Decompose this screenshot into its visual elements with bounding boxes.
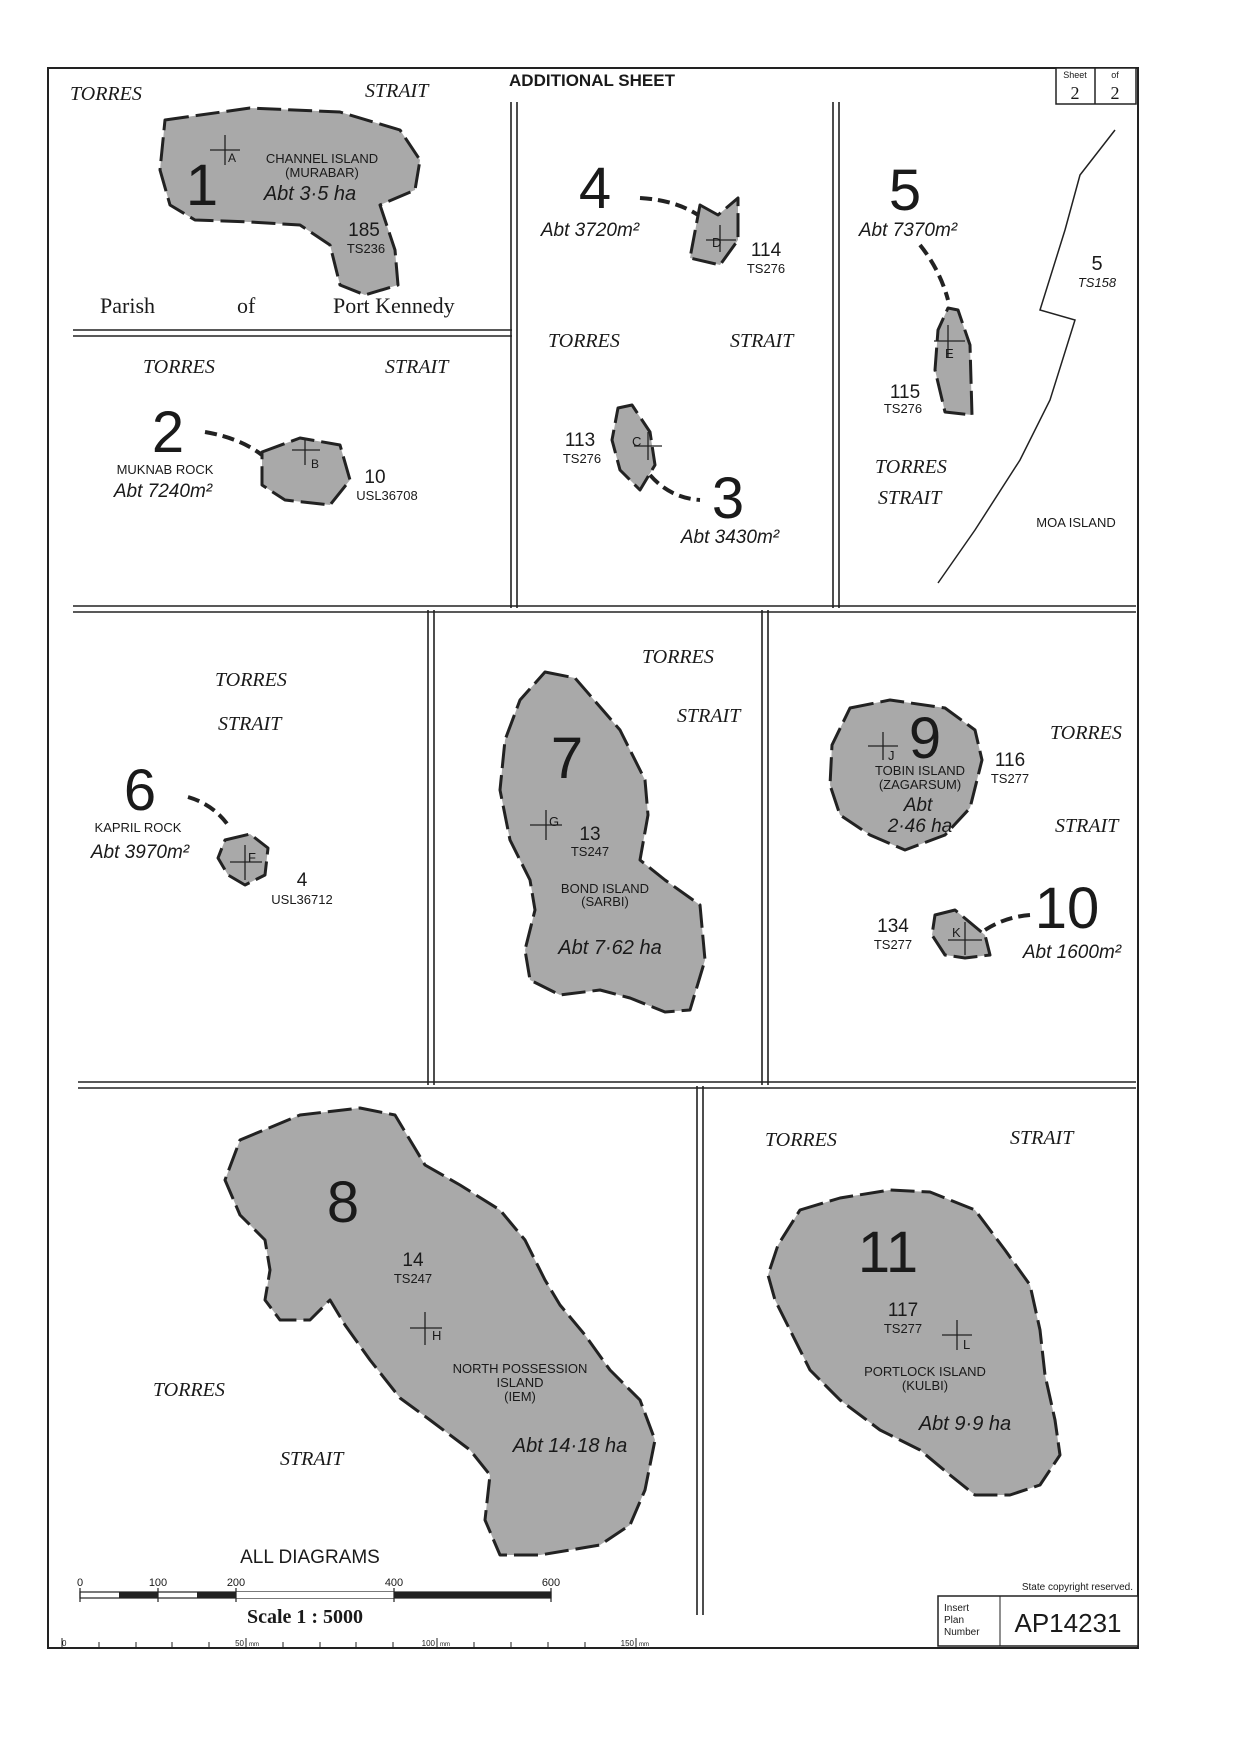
island-6-plan: USL36712 bbox=[271, 892, 333, 907]
water-label-torres: TORRES bbox=[548, 330, 620, 352]
plan-footer bbox=[938, 1582, 1138, 1646]
island-6-lot: 4 bbox=[296, 870, 308, 891]
island-7-plan: TS247 bbox=[570, 844, 610, 859]
island-9-name: TOBIN ISLAND bbox=[874, 763, 966, 778]
water-label-strait: STRAIT bbox=[218, 713, 282, 735]
island-3-lot: 113 bbox=[564, 430, 596, 451]
island-7-name: BOND ISLAND bbox=[560, 881, 650, 896]
island-9-name-alt: (ZAGARSUM) bbox=[878, 777, 962, 792]
of-label: of bbox=[1111, 70, 1119, 80]
mm-ruler bbox=[62, 1638, 649, 1648]
water-label-torres: TORRES bbox=[765, 1129, 837, 1151]
panel-11-portlock-island bbox=[765, 1127, 1075, 1495]
island-6-number: 6 bbox=[123, 758, 157, 823]
island-11-number: 11 bbox=[857, 1220, 919, 1285]
parish-word: Parish bbox=[100, 293, 155, 318]
island-9-area-prefix: Abt bbox=[903, 795, 933, 816]
sheet-label: Sheet bbox=[1063, 70, 1087, 80]
sheet-number: 2 bbox=[1070, 83, 1080, 103]
island-8-plan: TS247 bbox=[393, 1271, 433, 1286]
scale-tick-600: 600 bbox=[541, 1577, 561, 1589]
mark-F: F bbox=[248, 850, 256, 865]
scale-heading: ALL DIAGRAMS bbox=[240, 1547, 380, 1568]
ruler-mm-2: mm bbox=[440, 1642, 450, 1648]
island-2-plan: USL36708 bbox=[356, 488, 418, 503]
water-label-torres: TORRES bbox=[875, 456, 947, 478]
mark-G: G bbox=[549, 814, 560, 829]
parish-name: Port Kennedy bbox=[333, 293, 455, 318]
panel-8-north-possession-island bbox=[153, 1108, 655, 1555]
island-5-area: Abt 7370m² bbox=[858, 220, 958, 241]
water-label-strait: STRAIT bbox=[1010, 1127, 1074, 1149]
insert-label-3: Number bbox=[944, 1627, 980, 1638]
water-label-torres: TORRES bbox=[143, 356, 215, 378]
mark-H: H bbox=[432, 1328, 442, 1343]
island-8-name-local: (IEM) bbox=[504, 1389, 536, 1404]
island-8-lot: 14 bbox=[402, 1250, 424, 1271]
panel-5-islet bbox=[858, 130, 1117, 583]
ruler-0: 0 bbox=[62, 1639, 67, 1648]
island-5-shape bbox=[935, 308, 972, 415]
island-7-shape bbox=[500, 672, 705, 1012]
water-label-strait: STRAIT bbox=[280, 1448, 344, 1470]
island-10-shape bbox=[932, 910, 990, 958]
island-9-lot: 116 bbox=[994, 750, 1026, 771]
island-2-area: Abt 7240m² bbox=[113, 481, 213, 502]
copyright-notice: State copyright reserved. bbox=[1021, 1582, 1133, 1593]
island-1-name-alt: (MURABAR) bbox=[285, 165, 359, 180]
scale-tick-200: 200 bbox=[226, 1577, 246, 1589]
island-7-lot: 13 bbox=[579, 824, 601, 845]
adjacent-lot: 5 bbox=[1091, 253, 1103, 275]
island-11-area: Abt 9·9 ha bbox=[918, 1413, 1012, 1435]
island-10-plan: TS277 bbox=[873, 937, 913, 952]
island-2-shape bbox=[262, 438, 350, 505]
water-label-strait: STRAIT bbox=[730, 330, 794, 352]
panel-6-kapril-rock bbox=[90, 669, 333, 907]
island-3-number: 3 bbox=[711, 466, 745, 531]
mark-B: B bbox=[311, 457, 320, 471]
water-label-torres: TORRES bbox=[1050, 722, 1122, 744]
island-6-area: Abt 3970m² bbox=[90, 842, 190, 863]
island-8-area: Abt 14·18 ha bbox=[512, 1435, 628, 1457]
sheet-title: ADDITIONAL SHEET bbox=[509, 71, 675, 90]
mark-J: J bbox=[888, 748, 895, 763]
island-10-number: 10 bbox=[1034, 876, 1100, 941]
water-label-torres: TORRES bbox=[642, 646, 714, 668]
mark-K: K bbox=[952, 925, 961, 940]
island-6-shape bbox=[218, 834, 268, 885]
island-11-name-alt: (KULBI) bbox=[901, 1378, 949, 1393]
island-8-name: NORTH POSSESSION bbox=[452, 1361, 588, 1376]
scale-tick-0: 0 bbox=[76, 1577, 84, 1589]
island-4-number: 4 bbox=[578, 156, 612, 221]
water-label-torres: TORRES bbox=[215, 669, 287, 691]
ruler-mm-1: mm bbox=[249, 1642, 259, 1648]
island-11-plan: TS277 bbox=[883, 1321, 923, 1336]
mark-D: D bbox=[712, 235, 722, 250]
island-10-area: Abt 1600m² bbox=[1022, 942, 1122, 963]
island-11-lot: 117 bbox=[887, 1300, 919, 1321]
water-label-strait: STRAIT bbox=[677, 705, 741, 727]
scale-bar bbox=[77, 1547, 560, 1628]
sheet-header bbox=[509, 68, 1136, 104]
panel-1-channel-island bbox=[70, 80, 455, 318]
water-label-strait: STRAIT bbox=[365, 80, 429, 102]
ruler-150: 150 bbox=[620, 1639, 634, 1648]
ruler-50: 50 bbox=[235, 1639, 244, 1648]
panel-2-muknab-rock bbox=[113, 356, 450, 505]
island-4-plan: TS276 bbox=[746, 261, 786, 276]
mark-L: L bbox=[963, 1337, 971, 1352]
scale-tick-100: 100 bbox=[148, 1577, 168, 1589]
island-1-number: 1 bbox=[185, 153, 219, 218]
island-5-number: 5 bbox=[888, 158, 922, 223]
island-5-lot: 115 bbox=[889, 382, 921, 403]
water-label-strait: STRAIT bbox=[385, 356, 449, 378]
scale-text: Scale 1 : 5000 bbox=[246, 1606, 364, 1628]
island-9-number: 9 bbox=[908, 706, 942, 771]
island-1-name: CHANNEL ISLAND bbox=[265, 151, 379, 166]
island-1-lot: 185 bbox=[348, 220, 380, 241]
mark-E: E bbox=[945, 346, 954, 361]
island-3-area: Abt 3430m² bbox=[680, 527, 780, 548]
scale-tick-400: 400 bbox=[384, 1577, 404, 1589]
water-label-strait: STRAIT bbox=[1055, 815, 1119, 837]
moa-island-label: MOA ISLAND bbox=[1036, 515, 1116, 530]
island-9-plan: TS277 bbox=[990, 771, 1030, 786]
insert-label-1: Insert bbox=[944, 1603, 970, 1614]
island-2-lot: 10 bbox=[364, 467, 386, 488]
parish-of: of bbox=[237, 293, 256, 318]
water-label-torres: TORRES bbox=[70, 83, 142, 105]
island-2-name: MUKNAB ROCK bbox=[116, 462, 214, 477]
island-4-area: Abt 3720m² bbox=[540, 220, 640, 241]
island-11-name: PORTLOCK ISLAND bbox=[864, 1364, 986, 1379]
insert-label-2: Plan bbox=[944, 1615, 965, 1626]
panel-7-bond-island bbox=[500, 646, 742, 1012]
island-4-lot: 114 bbox=[750, 240, 782, 261]
adjacent-plan: TS158 bbox=[1077, 275, 1117, 290]
island-1-plan: TS236 bbox=[346, 241, 386, 256]
panel-9-10-islands bbox=[830, 700, 1122, 963]
ruler-100: 100 bbox=[421, 1639, 435, 1648]
mark-C: C bbox=[632, 434, 642, 449]
sheet-total: 2 bbox=[1110, 83, 1120, 103]
island-7-area: Abt 7·62 ha bbox=[558, 937, 662, 959]
island-2-number: 2 bbox=[151, 400, 185, 465]
island-6-name: KAPRIL ROCK bbox=[94, 820, 182, 835]
island-8-number: 8 bbox=[326, 1170, 360, 1235]
island-7-number: 7 bbox=[550, 726, 584, 791]
island-9-area: 2·46 ha bbox=[887, 816, 953, 837]
island-10-lot: 134 bbox=[877, 916, 909, 937]
mark-A: A bbox=[228, 151, 237, 165]
island-4-shape bbox=[690, 198, 738, 265]
island-7-name-alt: (SARBI) bbox=[581, 894, 629, 909]
island-3-plan: TS276 bbox=[562, 451, 602, 466]
water-label-strait: STRAIT bbox=[878, 487, 942, 509]
island-1-area: Abt 3·5 ha bbox=[263, 183, 357, 205]
plan-number: AP14231 bbox=[1014, 1608, 1122, 1638]
water-label-torres: TORRES bbox=[153, 1379, 225, 1401]
panel-3-4-islets bbox=[540, 156, 795, 548]
island-8-name-alt: ISLAND bbox=[496, 1375, 544, 1390]
island-5-plan: TS276 bbox=[883, 401, 923, 416]
ruler-mm-3: mm bbox=[639, 1642, 649, 1648]
